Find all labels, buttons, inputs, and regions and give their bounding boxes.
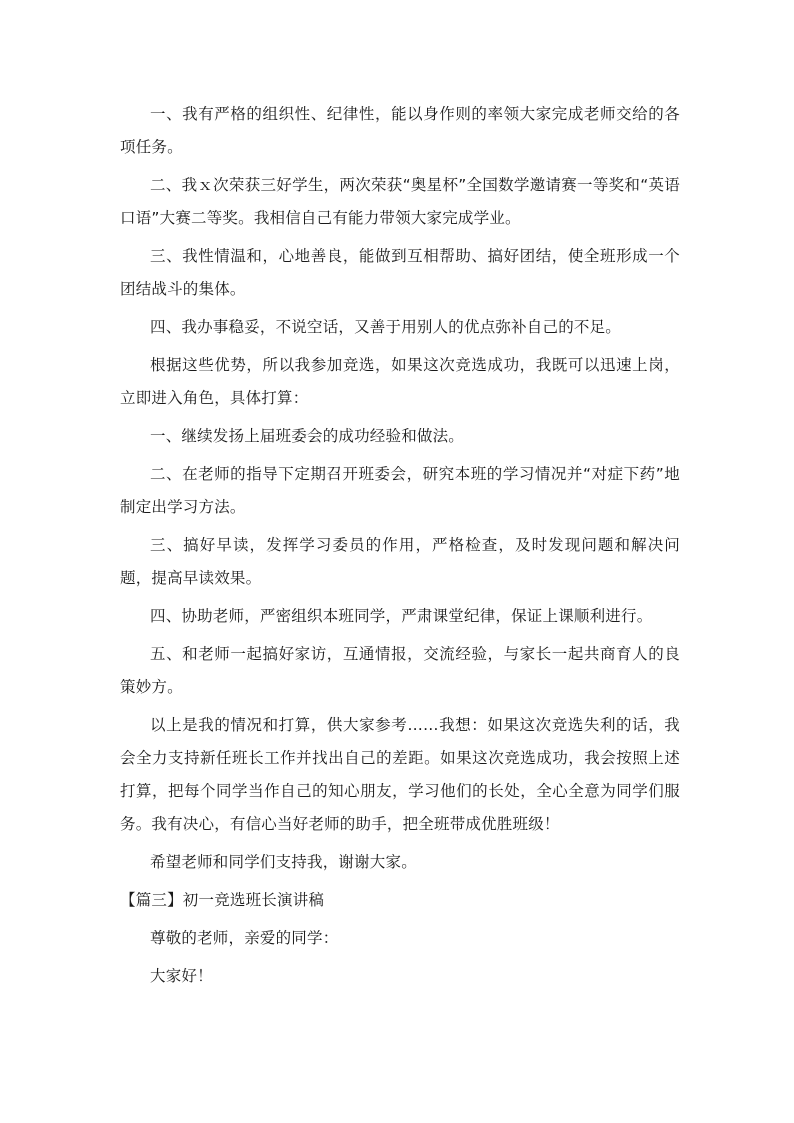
greeting: 尊敬的老师，亲爱的同学： — [150, 929, 339, 947]
paragraph-10: 五、和老师一起搞好家访，互通情报，交流经验，与家长一起共商育人的良策妙方。 — [120, 645, 680, 696]
paragraph-7: 二、在老师的指导下定期召开班委会，研究本班的学习情况并“对症下药”地制定出学习方法。 — [120, 465, 680, 516]
paragraph-12: 希望老师和同学们支持我，谢谢大家。 — [150, 853, 417, 871]
paragraph-11: 以上是我的情况和打算，供大家参考……我想：如果这次竞选失利的话，我会全力支持新任班长工作并找出自己的差距。如果这次竞选成功，我会按照上述打算，把每个同学当作自己的知心朋友，学习他们的长处，全心全意为同学们服务。我有决心，有信心当好老师的助手，把全班带成优胜班级！ — [120, 716, 680, 833]
paragraph-3: 三、我性情温和，心地善良，能做到互相帮助、搞好团结，使全班形成一个团结战斗的集体。 — [120, 247, 680, 298]
paragraph-6: 一、继续发扬上届班委会的成功经验和做法。 — [150, 427, 465, 445]
section-heading: 【篇三】初一竞选班长演讲稿 — [120, 891, 325, 909]
opening-line: 大家好！ — [150, 967, 213, 985]
paragraph-1: 一、我有严格的组织性、纪律性，能以身作则的率领大家完成老师交给的各项任务。 — [120, 105, 680, 156]
paragraph-9: 四、协助老师，严密组织本班同学，严肃课堂纪律，保证上课顺利进行。 — [150, 607, 653, 625]
paragraph-2: 二、我ｘ次荣获三好学生，两次荣获“奥星杯”全国数学邀请赛一等奖和“英语口语”大赛二等奖。我相信自己有能力带领大家完成学业。 — [120, 176, 680, 227]
document-body — [120, 98, 680, 993]
paragraph-5: 根据这些优势，所以我参加竞选，如果这次竞选成功，我既可以迅速上岗，立即进入角色，具体打算： — [120, 356, 680, 407]
paragraph-8: 三、搞好早读，发挥学习委员的作用，严格检查，及时发现问题和解决问题，提高早读效果。 — [120, 536, 680, 587]
paragraph-4: 四、我办事稳妥，不说空话，又善于用别人的优点弥补自己的不足。 — [150, 318, 622, 336]
